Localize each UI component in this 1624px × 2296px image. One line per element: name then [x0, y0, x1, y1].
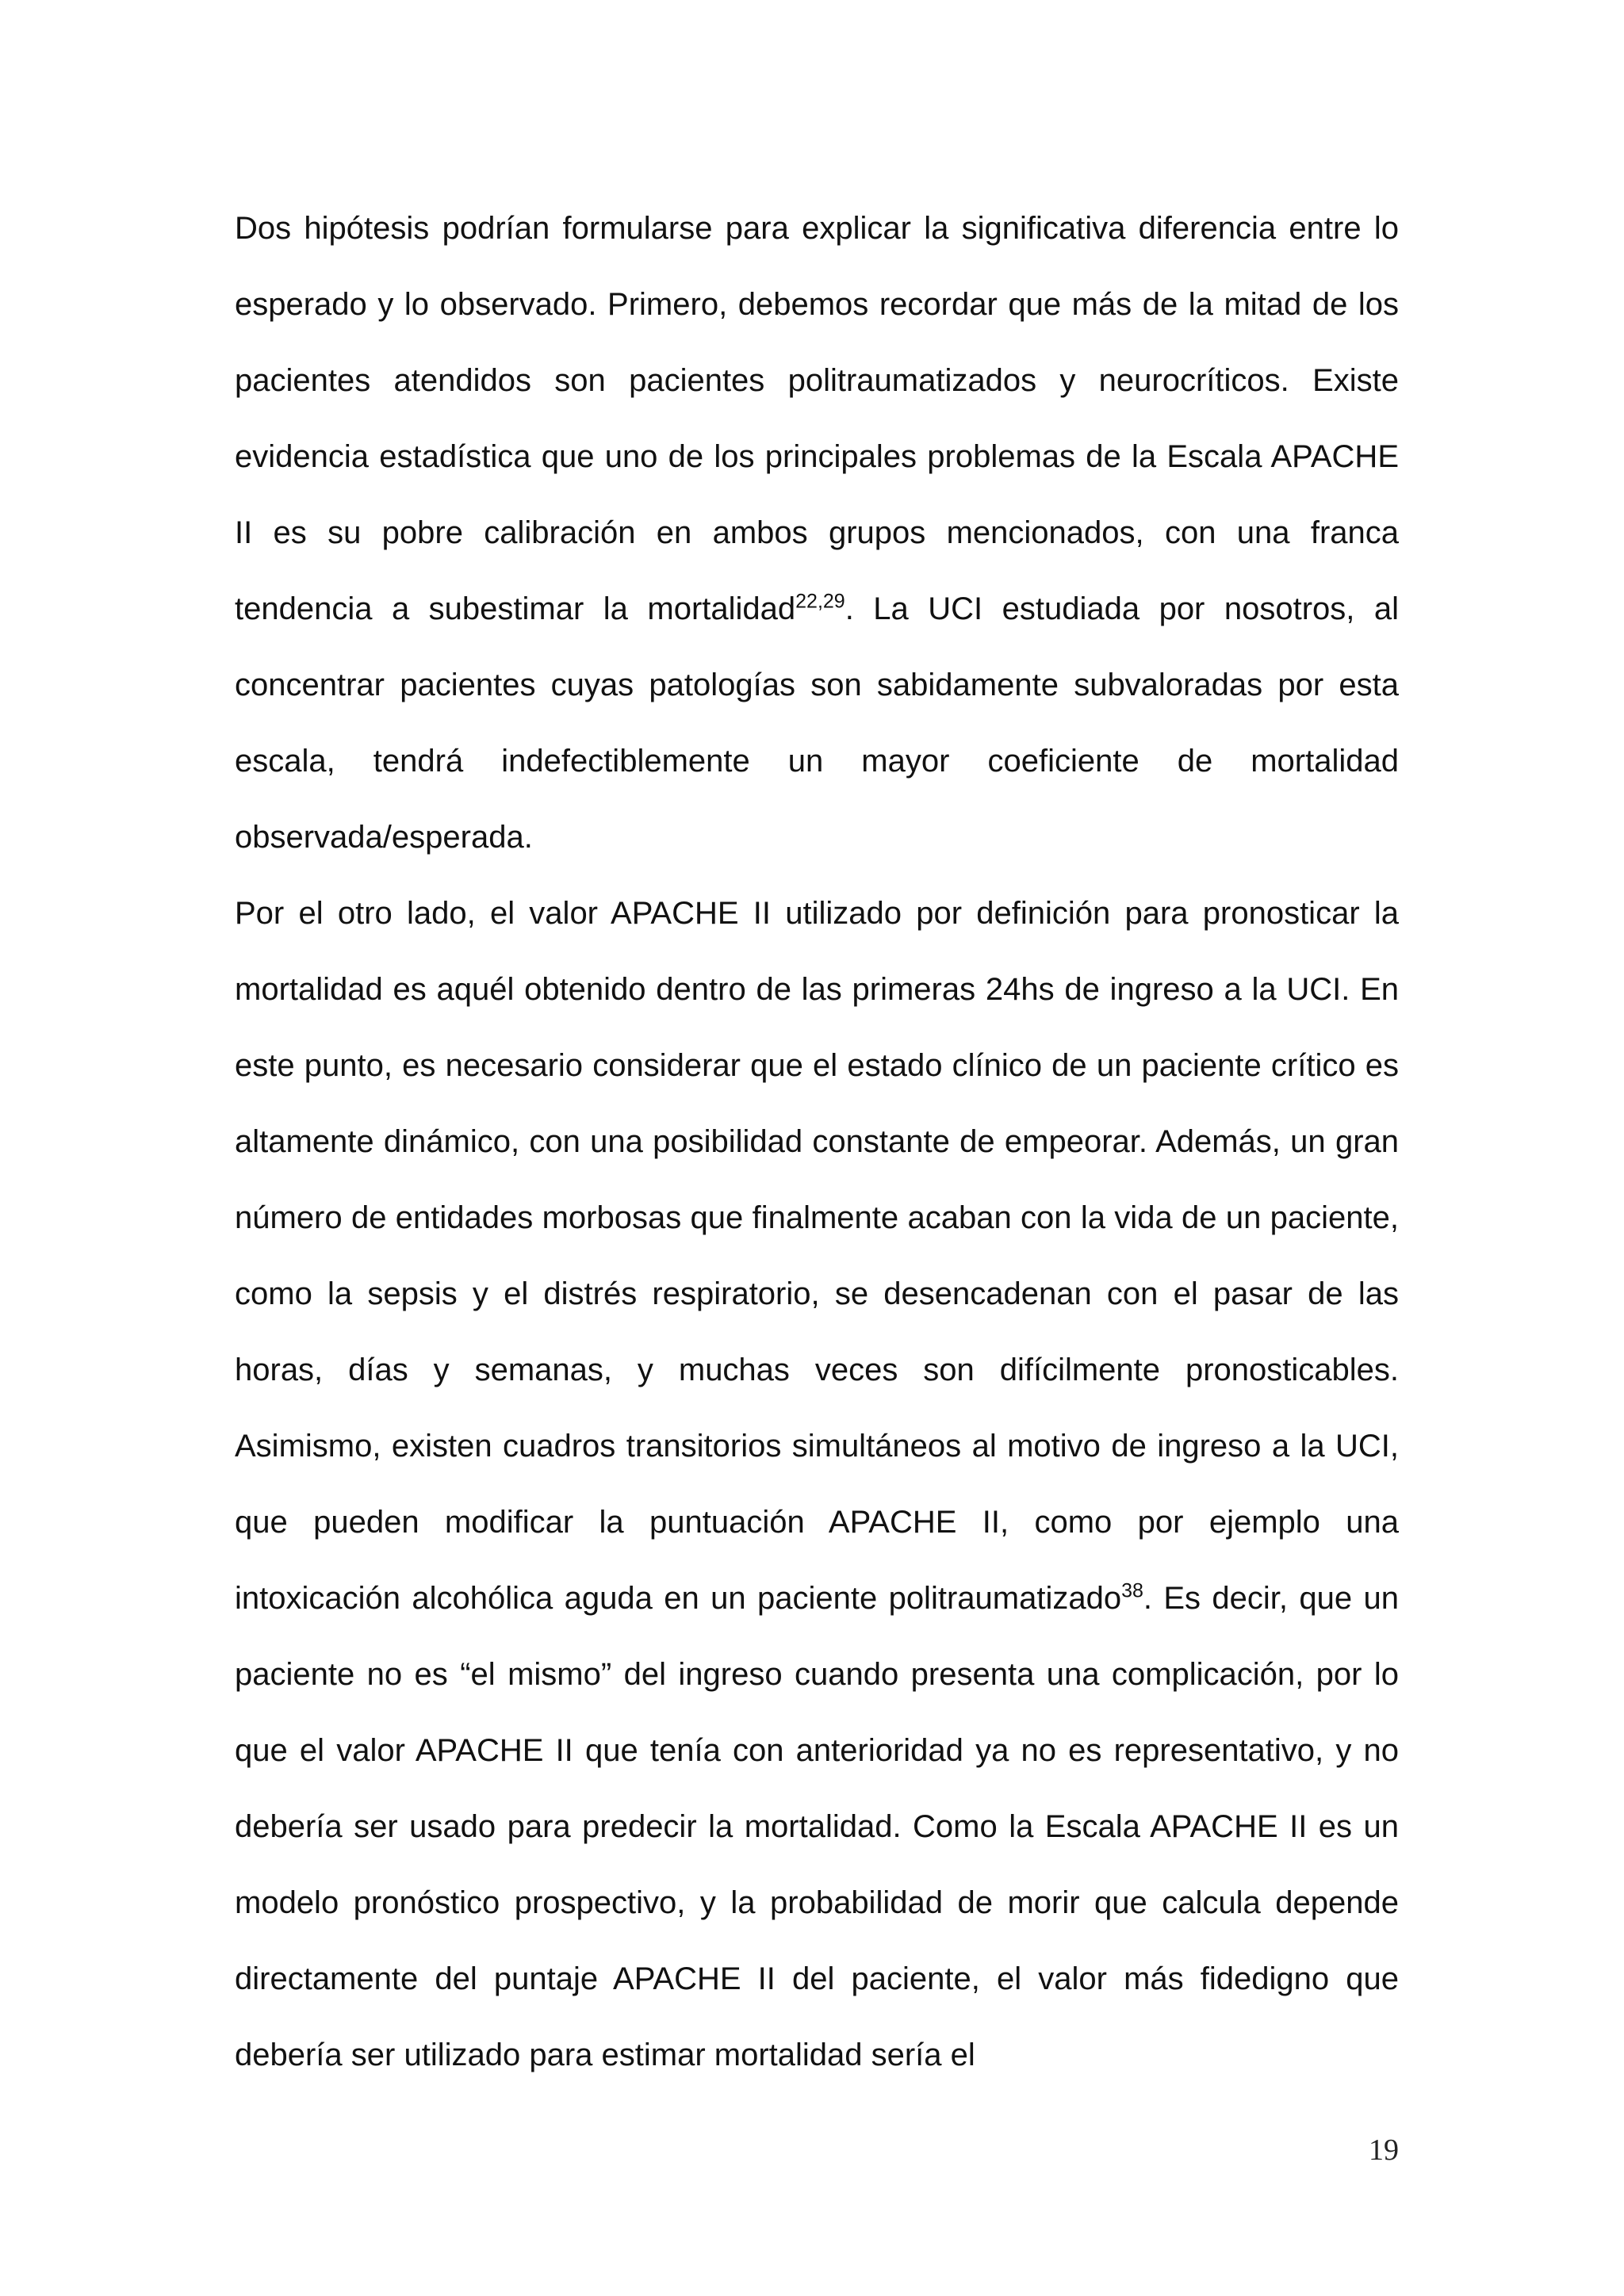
page-number: 19	[1369, 2133, 1399, 2167]
body-text	[235, 190, 1399, 2093]
citation-superscript: 22,29	[795, 590, 845, 613]
paragraph-2	[235, 875, 1399, 2093]
paragraph-1	[235, 190, 1399, 875]
citation-superscript: 38	[1121, 1579, 1143, 1602]
paragraph-2-text-a: Por el otro lado, el valor APACHE II utilizado por definición para pronosticar la mortalidad es aquél obtenido dentro de las primeras 24hs de ingreso a la UCI. En este punto, es necesario considerar que el estado clínico de un paciente crítico es altamente dinámico, con una posibilidad constante de empeorar. Además, un gran número de entidades morbosas que finalmente acaban con la vida de un paciente, como la sepsis y el distrés respiratorio, se desencadenan con el pasar de las horas, días y semanas, y muchas veces son difícilmente pronosticables. Asimismo, existen cuadros transitorios simultáneos al motivo de ingreso a la UCI, que pueden modificar la puntuación APACHE II, como por ejemplo una intoxicación alcohólica aguda en un paciente politraumatizado	[235, 896, 1399, 1616]
paragraph-2-text-b: . Es decir, que un paciente no es “el mismo” del ingreso cuando presenta una complicación, por lo que el valor APACHE II que tenía con anterioridad ya no es representativo, y no debería ser usado para predecir la mortalidad. Como la Escala APACHE II es un modelo pronóstico prospectivo, y la probabilidad de morir que calcula depende directamente del puntaje APACHE II del paciente, el valor más fidedigno que debería ser utilizado para estimar mortalidad sería el	[235, 1581, 1399, 2072]
paragraph-1-text-b: . La UCI estudiada por nosotros, al concentrar pacientes cuyas patologías son sabidamente subvaloradas por esta escala, tendrá indefectiblemente un mayor coeficiente de mortalidad observada/esperada.	[235, 591, 1399, 855]
paragraph-1-text-a: Dos hipótesis podrían formularse para explicar la significativa diferencia entre lo esperado y lo observado. Primero, debemos recordar que más de la mitad de los pacientes atendidos son pacientes politraumatizados y neurocríticos. Existe evidencia estadística que uno de los principales problemas de la Escala APACHE II es su pobre calibración en ambos grupos mencionados, con una franca tendencia a subestimar la mortalidad	[235, 211, 1399, 626]
